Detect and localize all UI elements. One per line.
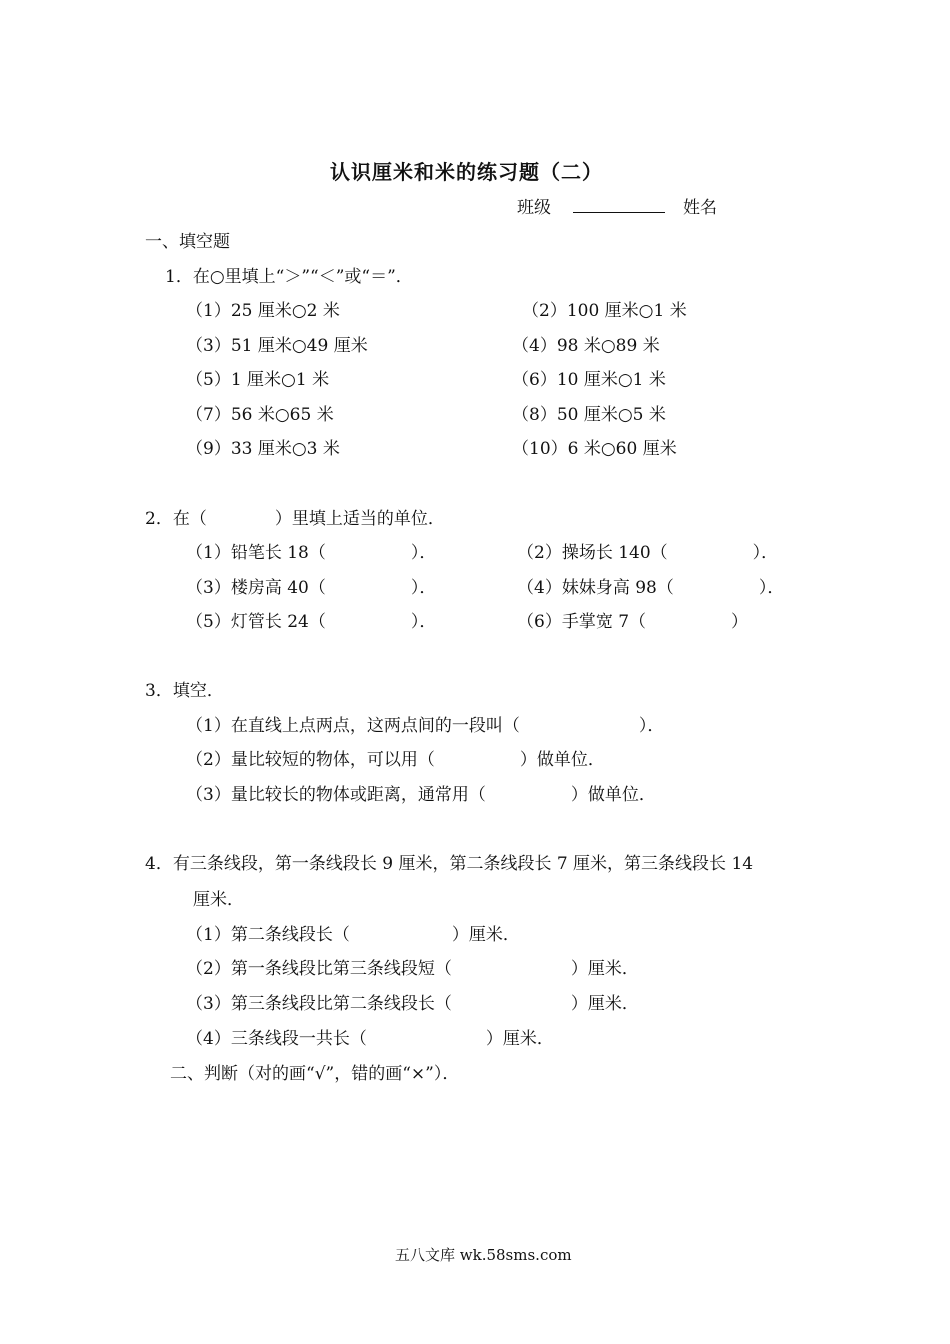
q3-item-1: （1）在直线上点两点，这两点间的一段叫（ ）．	[186, 716, 665, 736]
q4-stem-line1: 4．有三条线段，第一条线段长 9 厘米，第二条线段长 7 厘米，第三条线段长 14	[145, 854, 754, 874]
q1-item-7: （7）56 米○65 米	[186, 405, 334, 425]
q1-item-4: （4）98 米○89 米	[512, 336, 660, 356]
student-info	[517, 200, 717, 217]
q4-stem-line2: 厘米．	[193, 890, 244, 910]
q2-item-2: （2）操场长 140（ ）．	[517, 543, 779, 563]
q1-item-5: （5）1 厘米○1 米	[186, 370, 330, 390]
q3-item-3: （3）量比较长的物体或距离，通常用（ ）做单位．	[186, 785, 656, 805]
q1-stem: 1．在○里填上“＞”“＜”或“＝”．	[165, 267, 413, 287]
q4-item-2: （2）第一条线段比第三条线段短（ ）厘米．	[186, 959, 639, 979]
q2-item-6: （6）手掌宽 7（ ）	[517, 612, 749, 632]
q3-item-2: （2）量比较短的物体，可以用（ ）做单位．	[186, 750, 605, 770]
section2-heading: 二、判断（对的画“√”，错的画“×”）．	[170, 1064, 460, 1084]
class-blank	[573, 211, 665, 213]
q1-item-9: （9）33 厘米○3 米	[186, 439, 340, 459]
footer-watermark: 五八文库 wk.58sms.com	[395, 1246, 572, 1264]
q1-item-6: （6）10 厘米○1 米	[512, 370, 666, 390]
q1-item-1: （1）25 厘米○2 米	[186, 301, 340, 321]
q2-item-3: （3）楼房高 40（ ）．	[186, 578, 437, 598]
name-label: 姓名	[683, 198, 717, 218]
q2-stem: 2．在（ ）里填上适当的单位．	[145, 509, 445, 529]
q4-item-4: （4）三条线段一共长（ ）厘米．	[186, 1029, 554, 1049]
q1-item-2: （2）100 厘米○1 米	[522, 301, 687, 321]
q1-item-8: （8）50 厘米○5 米	[512, 405, 666, 425]
section1-heading: 一、填空题	[145, 232, 230, 252]
q4-item-1: （1）第二条线段长（ ）厘米．	[186, 925, 520, 945]
q1-item-10: （10）6 米○60 厘米	[512, 439, 677, 459]
q3-stem: 3．填空．	[145, 681, 224, 701]
q2-item-5: （5）灯管长 24（ ）．	[186, 612, 437, 632]
q2-item-1: （1）铅笔长 18（ ）．	[186, 543, 437, 563]
class-label: 班级	[517, 198, 551, 218]
page-title: 认识厘米和米的练习题（二）	[330, 160, 603, 184]
q1-item-3: （3）51 厘米○49 厘米	[186, 336, 368, 356]
q2-item-4: （4）妹妹身高 98（ ）．	[517, 578, 785, 598]
q4-item-3: （3）第三条线段比第二条线段长（ ）厘米．	[186, 994, 639, 1014]
